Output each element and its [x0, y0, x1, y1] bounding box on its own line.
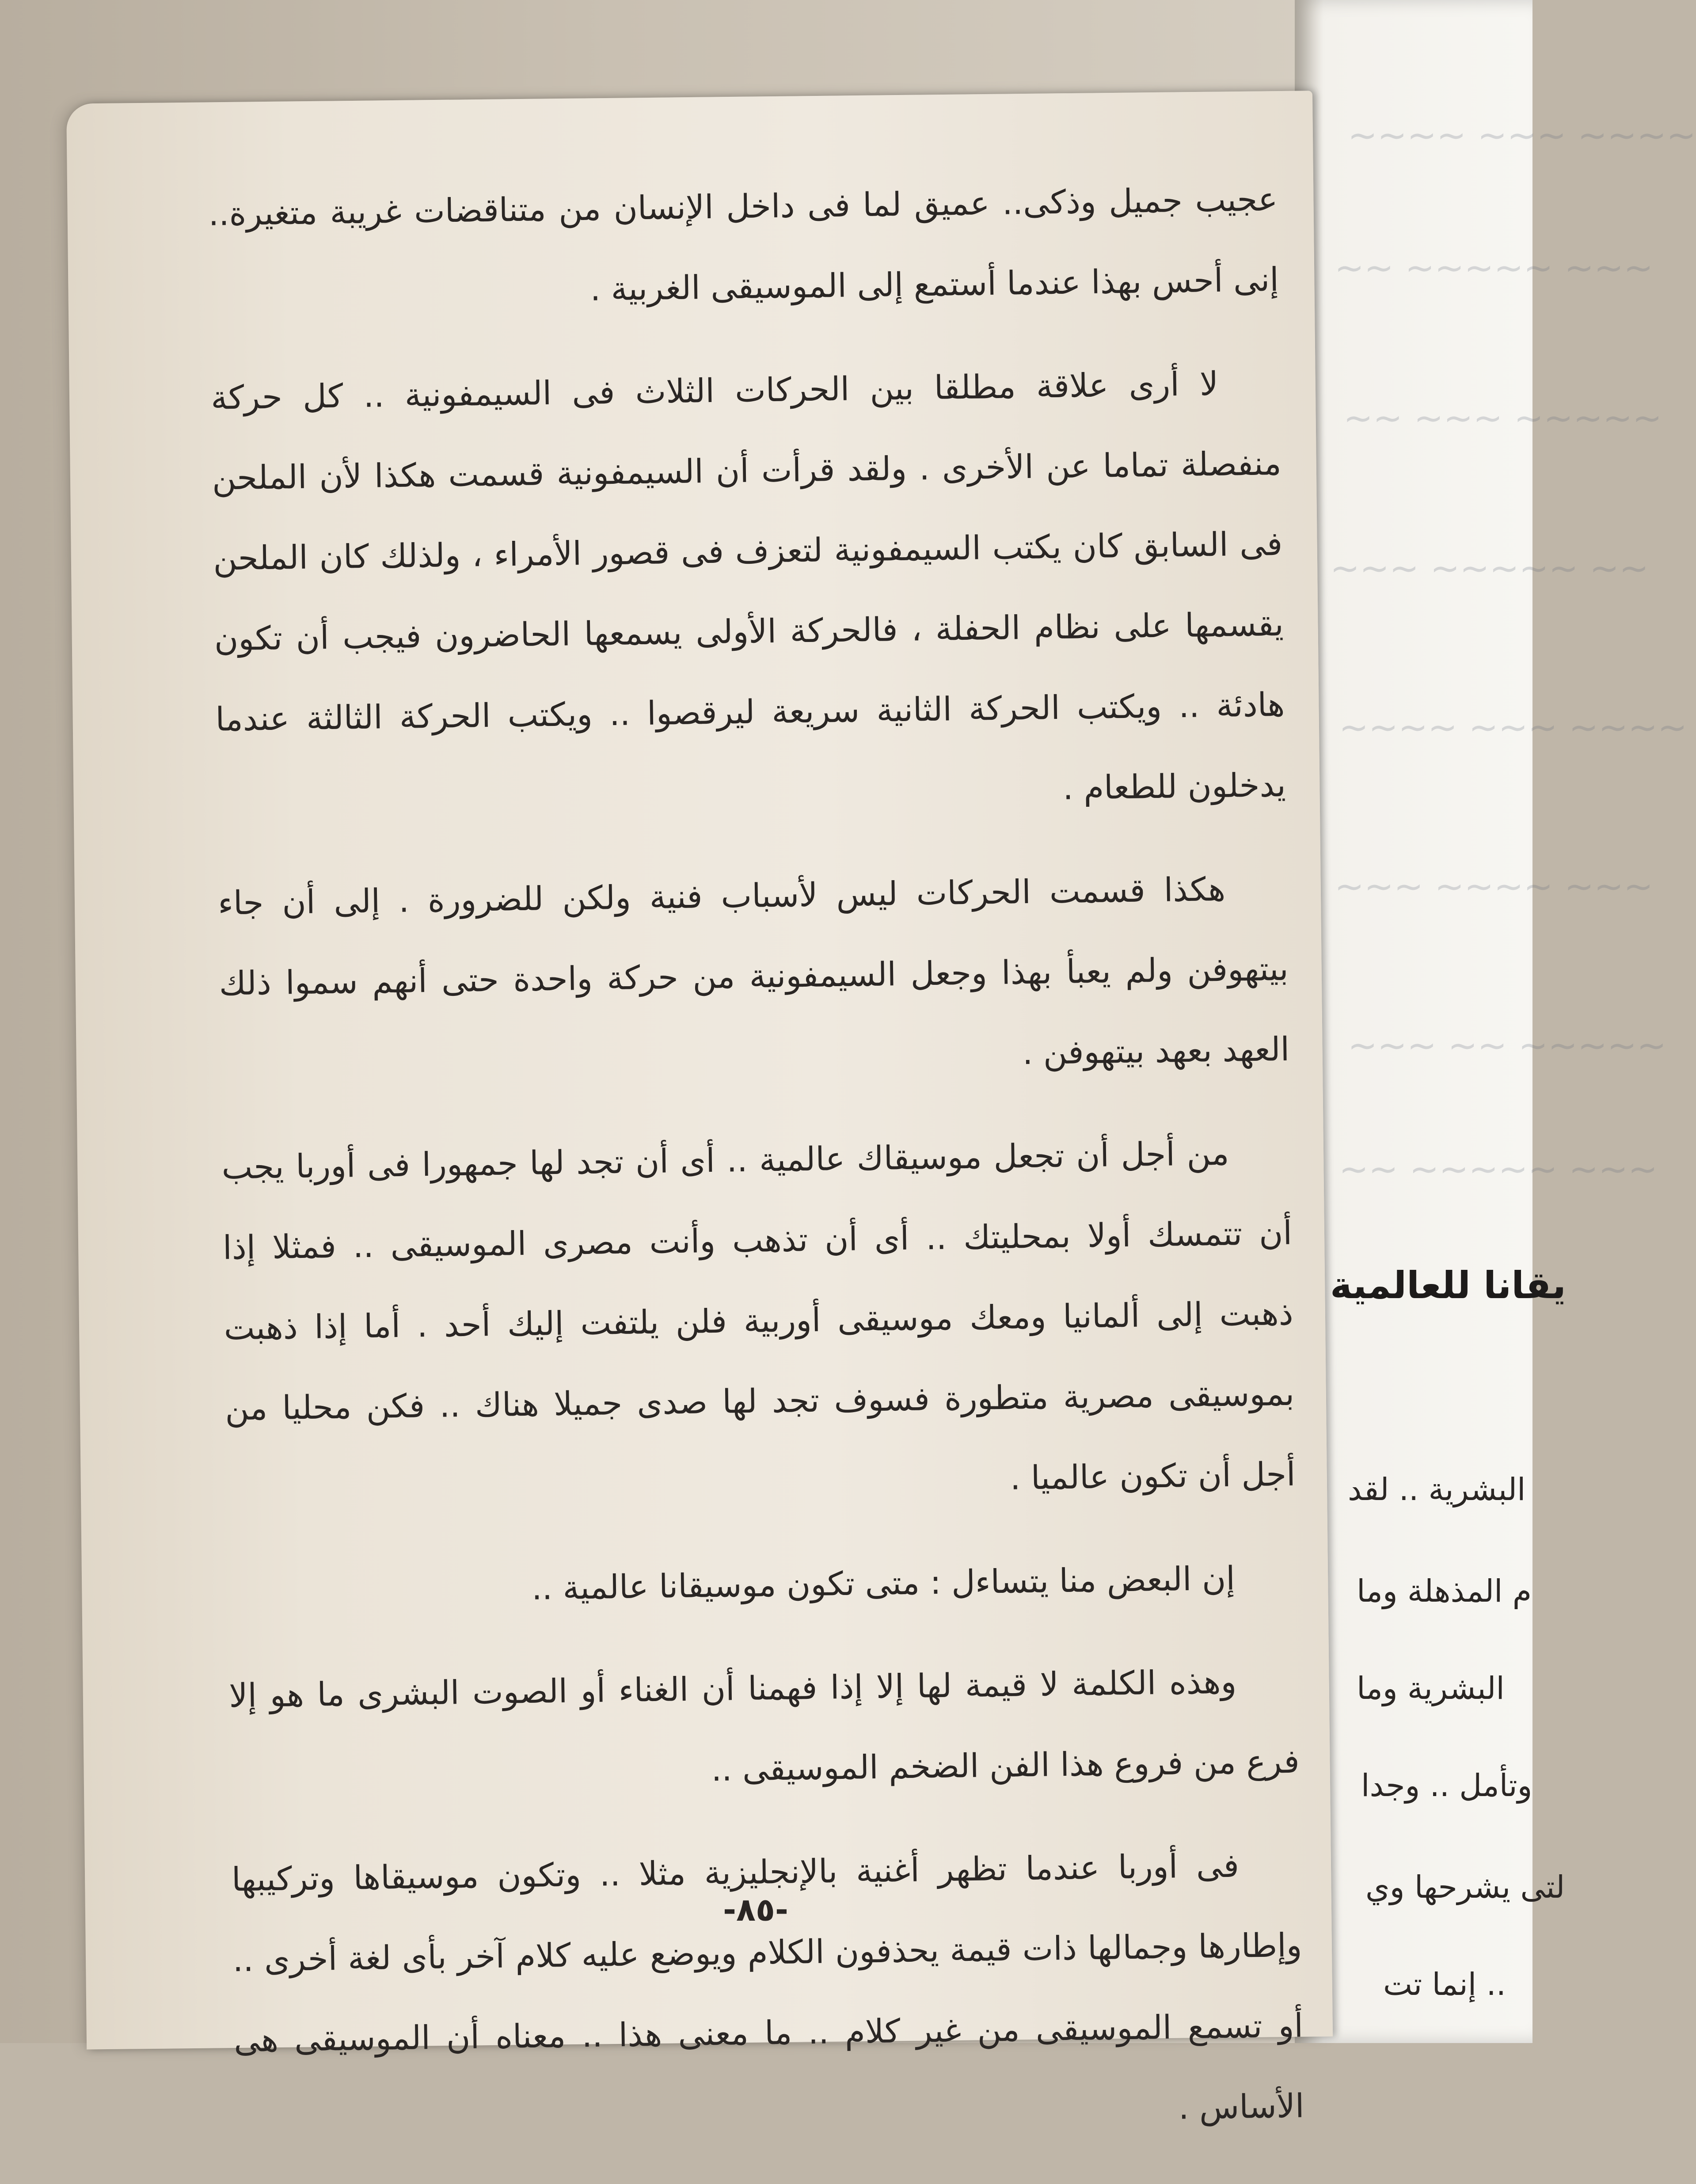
- facing-page-line: م المذهلة وما: [1357, 1573, 1532, 1609]
- show-through-text: ~~ ~~~~~ ~~~: [1330, 548, 1649, 589]
- show-through-text: ~~~~~ ~~ ~~~: [1348, 1025, 1667, 1066]
- page-number: -٨٥-: [723, 1891, 788, 1928]
- paragraph: لا أرى علاقة مطلقا بين الحركات الثلاث فى السيمفونية .. كل حركة منفصلة تماما عن الأخرى . ولقد قرأت أن السيمفونية قسمت هكذا لأن الملحن فى السابق كان يكتب السيمفونية لتعزف فى قصور الأمراء ، ولذلك كان الملحن يقسمها على نظام الحفلة ، فالحركة الأولى يسمعها الحاضرون فيجب أن تكون هادئة .. ويكتب الحركة الثانية سريعة ليرقصوا .. ويكتب الحركة الثالثة عندما يدخلون للطعام .: [210, 365, 1286, 807]
- facing-page-heading: يقانا للعالمية: [1330, 1264, 1566, 1307]
- show-through-text: ~~~~ ~~~ ~~~~: [1339, 707, 1688, 748]
- paragraph: إن البعض منا يتساءل : متى تكون موسيقانا عالمية ..: [531, 1559, 1236, 1607]
- facing-page-line: البشرية .. لقد: [1348, 1471, 1526, 1508]
- paragraph: عجيب جميل وذكى.. عميق لما فى داخل الإنسان من متناقضات غريبة متغيرة.. إنى أحس بهذا عندما أستمع إلى الموسيقى الغربية .: [208, 180, 1279, 308]
- show-through-text: ~~~ ~~~~ ~~~: [1335, 866, 1654, 907]
- paragraph: وهذه الكلمة لا قيمة لها إلا إذا فهمنا أن الغناء أو الصوت البشرى ما هو إلا فرع من فروع هذا الفن الضخم الموسيقى ..: [228, 1663, 1300, 1789]
- facing-page: [1295, 0, 1696, 2043]
- paragraph: من أجل أن تجعل موسيقاك عالمية .. أى أن تجد لها جمهورا فى أوربا يجب أن تتمسك أولا بمحليتك .. أى أن تذهب وأنت مصرى الموسيقى .. فمثلا إذا ذهبت إلى ألمانيا ومعك موسيقى أوربية فلن يلتفت إليك أحد . أما إذا ذهبت بموسيقى مصرية متطورة فسوف تجد لها صدى جميلا هناك .. فكن محليا من أجل أن تكون عالميا .: [221, 1134, 1296, 1497]
- facing-page-line: لتى يشرحها وي: [1365, 1869, 1565, 1905]
- paragraph: هكذا قسمت الحركات ليس لأسباب فنية ولكن للضرورة . إلى أن جاء بيتهوفن ولم يعبأ بهذا وجعل السيمفونية من حركة واحدة حتى أنهم سموا ذلك العهد بعهد بيتهوفن .: [217, 870, 1290, 1072]
- show-through-text: ~~~~ ~~~ ~~~~: [1348, 115, 1696, 156]
- page-body: [208, 159, 1305, 2184]
- facing-page-line: .. إنما تت: [1383, 1966, 1506, 2002]
- facing-page-line: البشرية وما: [1357, 1670, 1505, 1706]
- show-through-text: ~~~~~ ~~~ ~~: [1343, 398, 1662, 439]
- show-through-text: ~~~ ~~~~~ ~~: [1339, 1149, 1658, 1190]
- facing-page-line: وتأمل .. وجدا: [1361, 1767, 1532, 1804]
- paragraph: فى أوربا عندما تظهر أغنية بالإنجليزية مثلا .. وتكون موسيقاها وتركيبها وإطارها وجمالها ذات قيمة يحذفون الكلام ويوضع عليه كلام آخر بأى لغة أخرى .. أو تسمع الموسيقى من غير كلام .. ما معنى هذا .. معناه أن الموسيقى هى الأساس .: [231, 1846, 1305, 2127]
- show-through-text: ~~~ ~~~~~ ~~: [1335, 247, 1654, 289]
